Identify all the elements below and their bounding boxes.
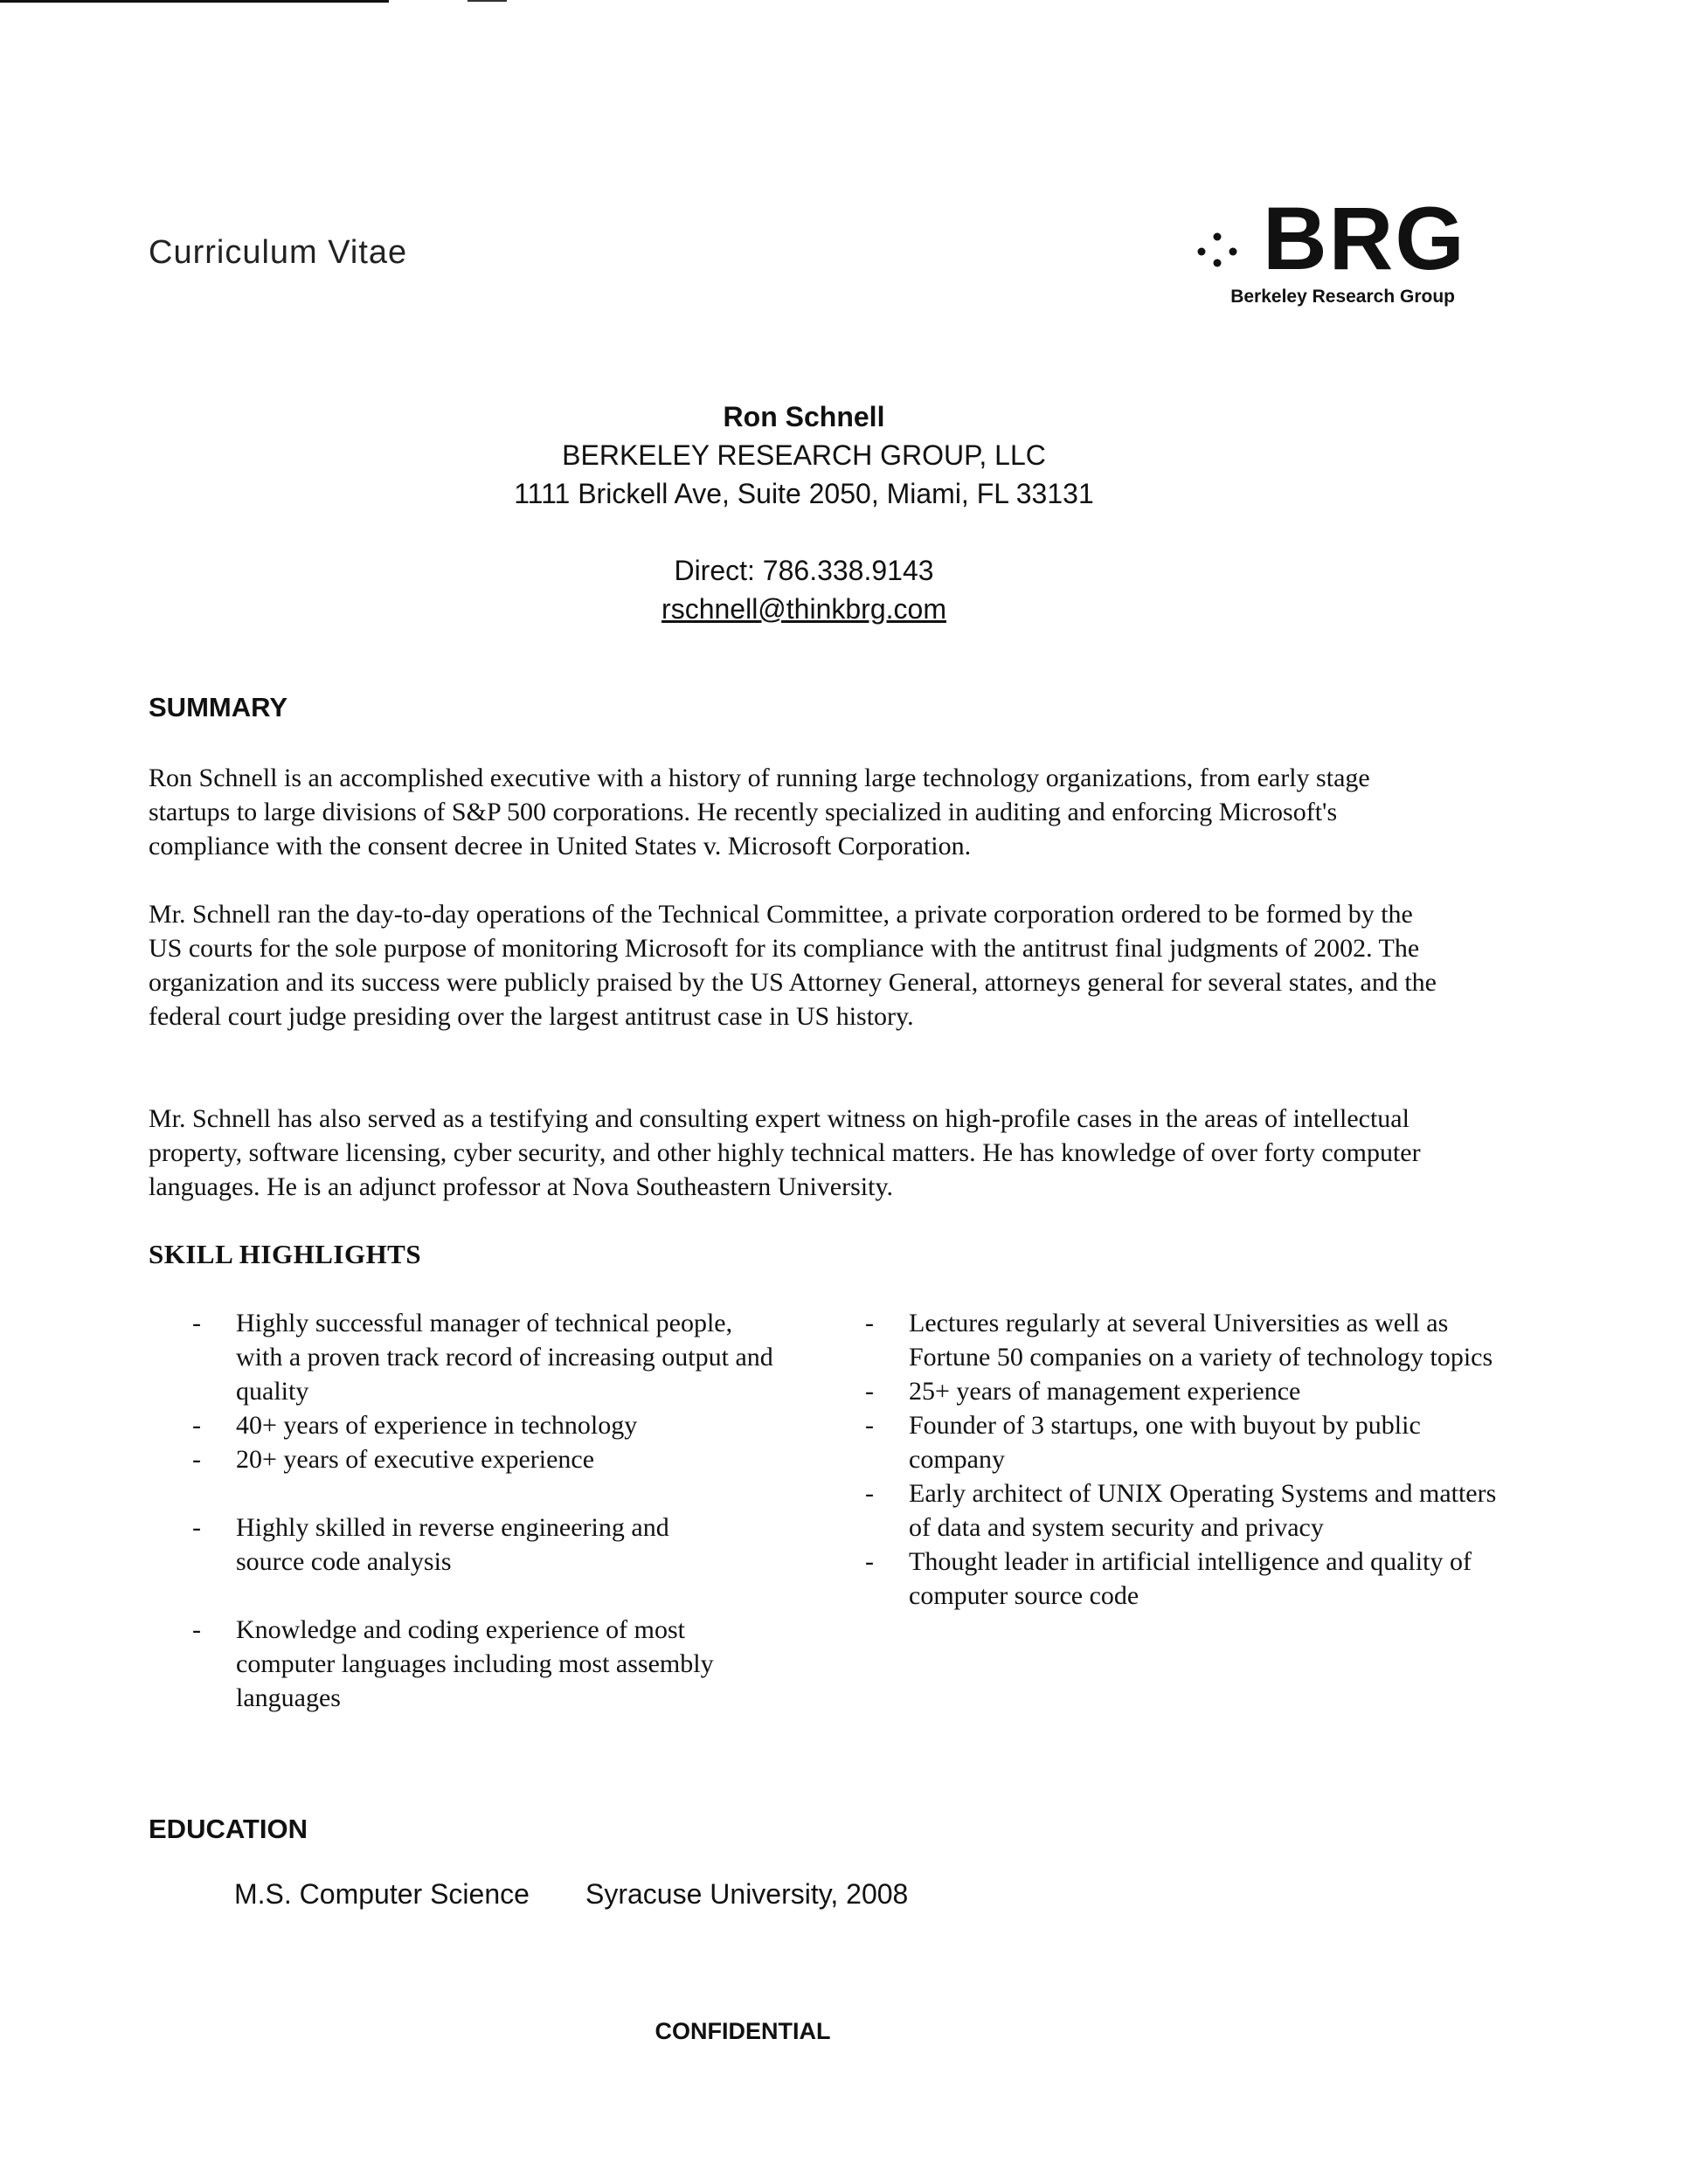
summary-heading: SUMMARY	[149, 692, 288, 722]
logo-dots-icon	[1196, 232, 1238, 267]
company-name: BERKELEY RESEARCH GROUP, LLC	[562, 439, 1046, 471]
list-item: - Lectures regularly at several Universities as well as Fortune 50 companies on a variety of technology topics	[821, 1306, 1520, 1374]
brg-logo	[1193, 189, 1466, 313]
education-degree: M.S. Computer Science	[234, 1878, 530, 1910]
bullet-dash: -	[192, 1615, 201, 1644]
top-scan-rule	[0, 0, 389, 3]
list-item: - Early architect of UNIX Operating Systems and matters of data and system security and privacy	[821, 1476, 1512, 1545]
bullet-dash: -	[865, 1377, 874, 1406]
bullet-dash: -	[192, 1445, 201, 1474]
logo-text: BRG	[1263, 189, 1466, 288]
skills-left-list	[149, 1306, 773, 1715]
list-item: - Highly successful manager of technical people, with a proven track record of increasing output and quality	[149, 1306, 778, 1408]
list-item: - Founder of 3 startups, one with buyout by public company	[821, 1408, 1468, 1476]
summary-paragraph-1: Ron Schnell is an accomplished executive with a history of running large technology organizations, from early stage startups to large divisions of S&P 500 corporations. He recently specialized in auditing and enforcing Microsoft's compliance with the consent decree in United States v. Microsoft Corporation.	[149, 764, 1370, 860]
bullet-dash: -	[192, 1309, 201, 1337]
contact-details	[0, 551, 1608, 628]
person-name: Ron Schnell	[723, 401, 885, 432]
top-scan-mark	[468, 0, 507, 2]
summary-paragraph-2: Mr. Schnell ran the day-to-day operations of the Technical Committee, a private corporation ordered to be formed by the US courts for the sole purpose of monitoring Microsoft for its compliance with the antitrust final judgments of 2002. The organization and its success were publicly praised by the US Attorney General, attorneys general for several states, and the federal court judge presiding over the largest antitrust case in US history.	[149, 900, 1437, 1031]
list-item: - Thought leader in artificial intelligence and quality of computer source code	[821, 1545, 1486, 1613]
document-title: Curriculum Vitae	[149, 234, 408, 271]
bullet-dash: -	[192, 1513, 201, 1542]
list-item: - Highly skilled in reverse engineering and source code analysis	[149, 1510, 743, 1579]
bullet-dash: -	[865, 1479, 874, 1508]
bullet-dash: -	[192, 1411, 201, 1440]
contact-header	[0, 397, 1608, 513]
list-item: - 40+ years of experience in technology	[149, 1408, 760, 1442]
education-institution: Syracuse University, 2008	[585, 1878, 909, 1910]
education-heading: EDUCATION	[149, 1814, 308, 1844]
bullet-dash: -	[865, 1547, 874, 1576]
summary-paragraph-3: Mr. Schnell has also served as a testifying and consulting expert witness on high-profile cases in the areas of intellectual property, software licensing, cyber security, and other highly technical matters. He has knowledge of over forty computer languages. He is an adjunct professor at Nova Southeastern University.	[149, 1104, 1421, 1201]
bullet-dash: -	[865, 1411, 874, 1440]
address: 1111 Brickell Ave, Suite 2050, Miami, FL 33131	[514, 478, 1094, 509]
skills-heading: SKILL HIGHLIGHTS	[149, 1239, 422, 1269]
list-item: - Knowledge and coding experience of most computer languages including most assembly languages	[149, 1613, 760, 1715]
phone-number: Direct: 786.338.9143	[674, 555, 934, 586]
list-item: - 20+ years of executive experience	[149, 1442, 760, 1476]
logo-subtitle: Berkeley Research Group	[1230, 287, 1455, 307]
email-link[interactable]: rschnell@thinkbrg.com	[661, 593, 946, 625]
confidential-footer: CONFIDENTIAL	[654, 2018, 831, 2044]
list-item: - 25+ years of management experience	[821, 1374, 1433, 1408]
skills-right-list	[821, 1306, 1497, 1613]
bullet-dash: -	[865, 1309, 874, 1337]
